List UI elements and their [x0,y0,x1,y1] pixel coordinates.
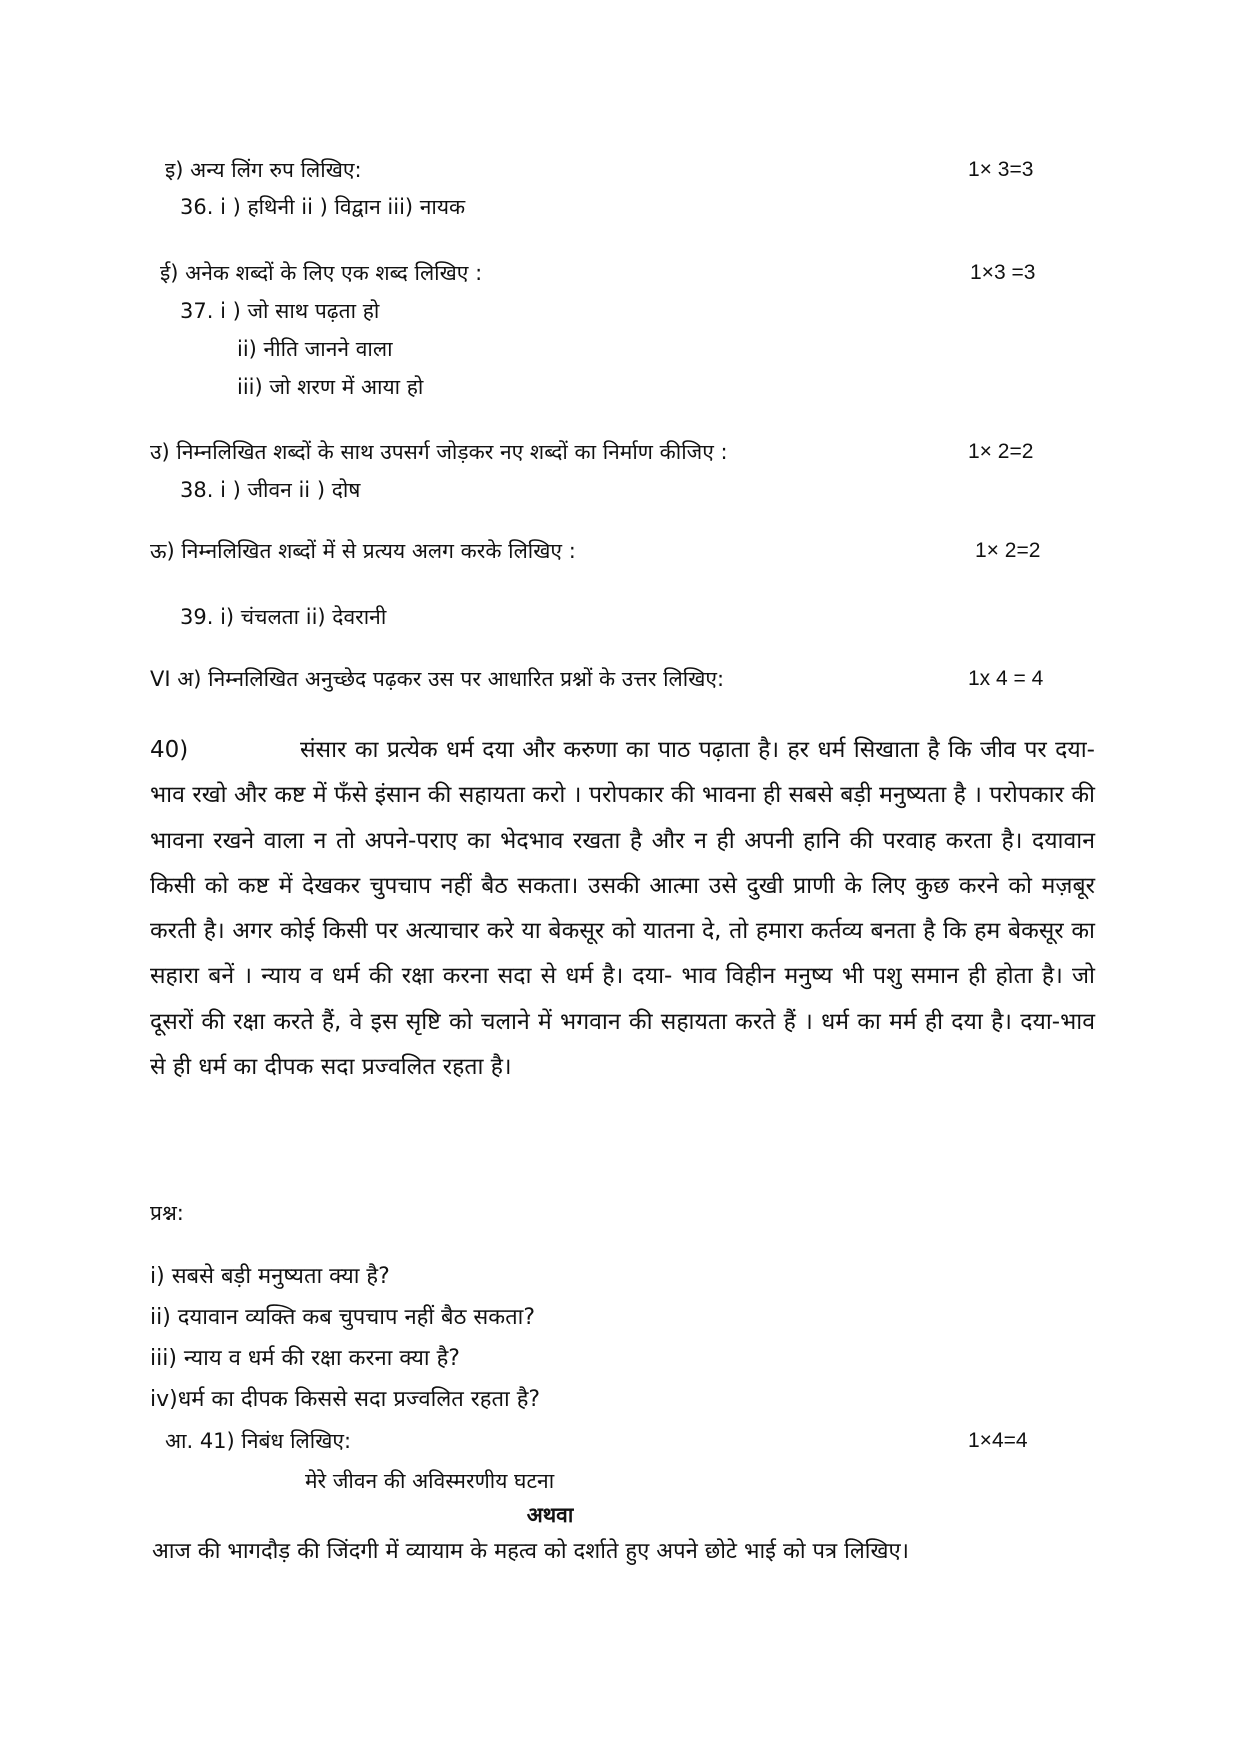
q37-marks: 1×3 =3 [970,261,1036,284]
q41-heading: आ. 41) निबंध लिखिए: [165,1429,352,1453]
letter-topic: आज की भागदौड़ की जिंदगी में व्यायाम के महत्व को दर्शाते हुए अपने छोटे भाई को पत्र लिखिए। [152,1539,909,1564]
q37-item-1: 37. i ) जो साथ पढ़ता हो [180,299,380,323]
q40-number: 40) [150,737,189,763]
q39-heading: ऊ) निम्नलिखित शब्दों में से प्रत्यय अलग करके लिखिए : [150,539,576,563]
q40-question-2: ii) दयावान व्यक्ति कब चुपचाप नहीं बैठ सकता? [150,1305,536,1330]
essay-topic: मेरे जीवन की अविस्मरणीय घटना [305,1469,555,1493]
q36-marks: 1× 3=3 [968,158,1034,181]
q36-item: 36. i ) हथिनी ii ) विद्वान iii) नायक [180,195,466,219]
q38-heading: उ) निम्नलिखित शब्दों के साथ उपसर्ग जोड़कर नए शब्दों का निर्माण कीजिए : [150,440,728,464]
q37-item-3: iii) जो शरण में आया हो [237,375,424,399]
q37-item-2: ii) नीति जानने वाला [237,337,393,361]
q40-passage: संसार का प्रत्येक धर्म दया और करुणा का पाठ पढ़ाता है। हर धर्म सिखाता है कि जीव पर दया-भाव रखो और कष्ट में फँसे इंसान की सहायता करो । परोपकार की भावना ही सबसे बड़ी मनुष्यता है । परोपकार की भावना रखने वाला न तो अपने-पराए का भेदभाव रखता है और न ही अपनी हानि की परवाह करता है। दयावान किसी को कष्ट में देखकर चुपचाप नहीं बैठ सकता। उसकी आत्मा उसे दुखी प्राणी के लिए कुछ करने को मज़बूर करती है। अगर कोई किसी पर अत्याचार करे या बेकसूर को यातना दे, तो हमारा कर्तव्य बनता है कि हम बेकसूर का सहारा बनें । न्याय व धर्म की रक्षा करना सदा से धर्म है। दया- भाव विहीन मनुष्य भी पशु समान ही होता है। जो दूसरों की रक्षा करते हैं, वे इस सृष्टि को चलाने में भगवान की सहायता करते हैं । धर्म का मर्म ही दया है। दया-भाव से ही धर्म का दीपक सदा प्रज्वलित रहता है। [150,737,1095,1081]
q39-marks: 1× 2=2 [975,539,1041,562]
section-6-heading: VI अ) निम्नलिखित अनुच्छेद पढ़कर उस पर आधारित प्रश्नों के उत्तर लिखिए: [150,667,725,691]
q40-question-1: i) सबसे बड़ी मनुष्यता क्या है? [150,1264,390,1289]
q39-item: 39. i) चंचलता ii) देवरानी [180,605,387,629]
q38-marks: 1× 2=2 [968,440,1034,463]
or-label: अथवा [526,1503,574,1527]
questions-label: प्रश्न: [150,1201,184,1225]
section-6-marks: 1x 4 = 4 [968,667,1044,690]
q40-question-3: iii) न्याय व धर्म की रक्षा करना क्या है? [150,1346,460,1371]
q38-item: 38. i ) जीवन ii ) दोष [180,478,361,502]
q40-passage-block [150,728,1095,1090]
q37-heading: ई) अनेक शब्दों के लिए एक शब्द लिखिए : [160,261,483,285]
q41-marks: 1×4=4 [968,1429,1028,1452]
q40-question-4: iv)धर्म का दीपक किससे सदा प्रज्वलित रहता है? [150,1387,541,1412]
q36-heading: इ) अन्य लिंग रुप लिखिए: [165,158,362,182]
